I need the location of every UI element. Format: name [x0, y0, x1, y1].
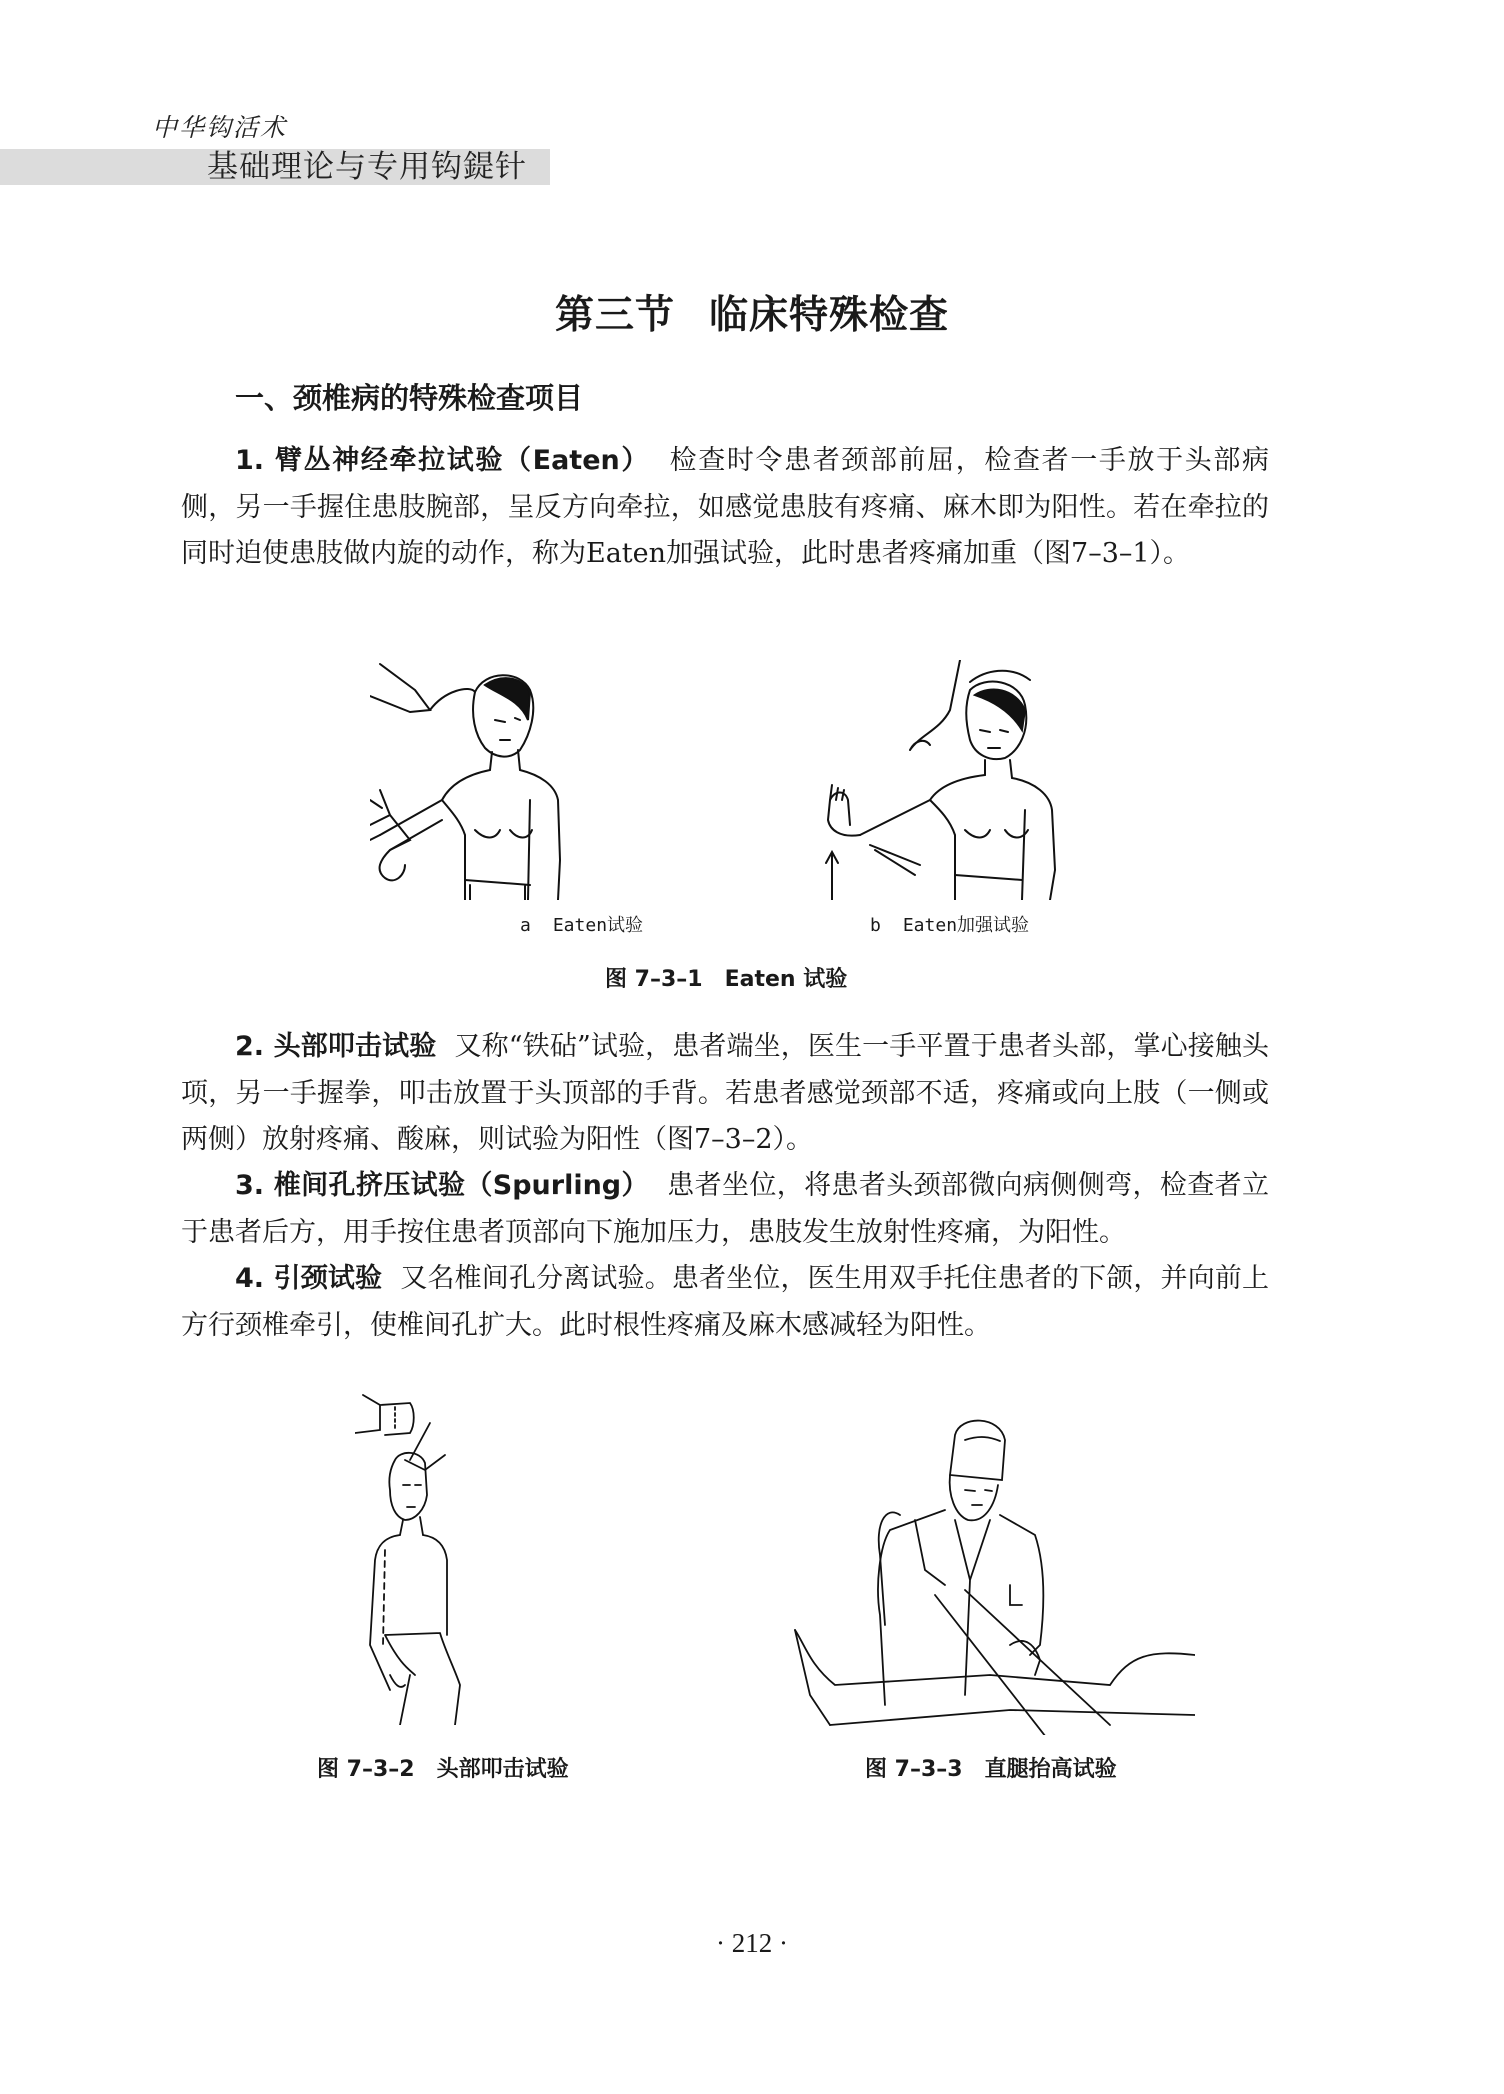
eaten-reinforced-test-illustration — [800, 660, 1070, 900]
figure-eaten-test-a — [370, 660, 670, 900]
subcaption-a-text: Eaten试验 — [552, 915, 644, 936]
head-percussion-illustration — [355, 1385, 495, 1725]
paragraph-lead: 2. 头部叩击试验 — [235, 1031, 437, 1062]
paragraph-body: 又称“铁砧”试验，患者端坐，医生一手平置于患者头部，掌心接触头项，另一手握拳，叩击放置于头顶部的手背。若患者感觉颈部不适，疼痛或向上肢（一侧或两侧）放射疼痛、酸麻，则试验为阳性（图7–3–2）。 — [181, 1031, 1269, 1155]
book-series-title: 中华钩活术 — [152, 113, 288, 142]
figure-7-3-2-caption — [317, 1752, 569, 1783]
paragraph-lead: 1. 臂丛神经牵拉试验（Eaten） — [235, 445, 650, 476]
subcaption-a — [520, 911, 643, 937]
figure-number: 图 7–3–1 — [605, 967, 703, 992]
paragraph-lead: 4. 引颈试验 — [235, 1263, 383, 1294]
figure-number: 图 7–3–3 — [865, 1757, 963, 1782]
figure-number: 图 7–3–2 — [317, 1757, 415, 1782]
paragraph-body: 检查时令患者颈部前屈，检查者一手放于头部病侧，另一手握住患肢腕部，呈反方向牵拉，如感觉患肢有疼痛、麻木即为阳性。若在牵拉的同时迫使患肢做内旋的动作，称为Eaten加强试验，此时患者疼痛加重（图7–3–1）。 — [181, 445, 1269, 569]
straight-leg-raise-illustration — [790, 1395, 1195, 1735]
figure-caption-text: Eaten 试验 — [724, 967, 848, 992]
subcaption-a-label: a — [520, 915, 531, 936]
paragraph-body: 患者坐位，将患者头颈部微向病侧侧弯，检查者立于患者后方，用手按住患者顶部向下施加压力，患肢发生放射性疼痛，为阳性。 — [181, 1170, 1269, 1248]
figure-eaten-test-b — [800, 660, 1070, 900]
subcaption-b — [870, 911, 1029, 937]
figure-7-3-1-caption — [605, 962, 847, 993]
paragraph-neck-traction — [181, 1256, 1269, 1349]
section-number: 第三节 — [554, 292, 675, 338]
figure-straight-leg-raise — [790, 1395, 1195, 1735]
figure-caption-text: 直腿抬高试验 — [984, 1757, 1117, 1782]
eaten-test-illustration — [370, 660, 670, 900]
paragraph-spurling — [181, 1163, 1269, 1256]
paragraph-body: 又名椎间孔分离试验。患者坐位，医生用双手托住患者的下颌，并向前上方行颈椎牵引，使椎间孔扩大。此时根性疼痛及麻木感减轻为阳性。 — [181, 1263, 1269, 1341]
figure-7-3-3-caption — [865, 1752, 1117, 1783]
paragraph-lead: 3. 椎间孔挤压试验（Spurling） — [235, 1170, 649, 1201]
subsection-heading: 一、颈椎病的特殊检查项目 — [235, 381, 584, 415]
figure-caption-text: 头部叩击试验 — [436, 1757, 569, 1782]
section-title — [0, 284, 1504, 340]
figure-head-percussion — [355, 1385, 495, 1725]
paragraph-eaten — [181, 438, 1269, 578]
page-number: · 212 · — [716, 1928, 788, 1958]
section-title-text: 临床特殊检查 — [709, 292, 950, 338]
subcaption-b-text: Eaten加强试验 — [902, 915, 1030, 936]
paragraph-head-percussion — [181, 1024, 1269, 1164]
book-subtitle: 基础理论与专用钩鍉针 — [207, 149, 527, 185]
subcaption-b-label: b — [870, 915, 881, 936]
